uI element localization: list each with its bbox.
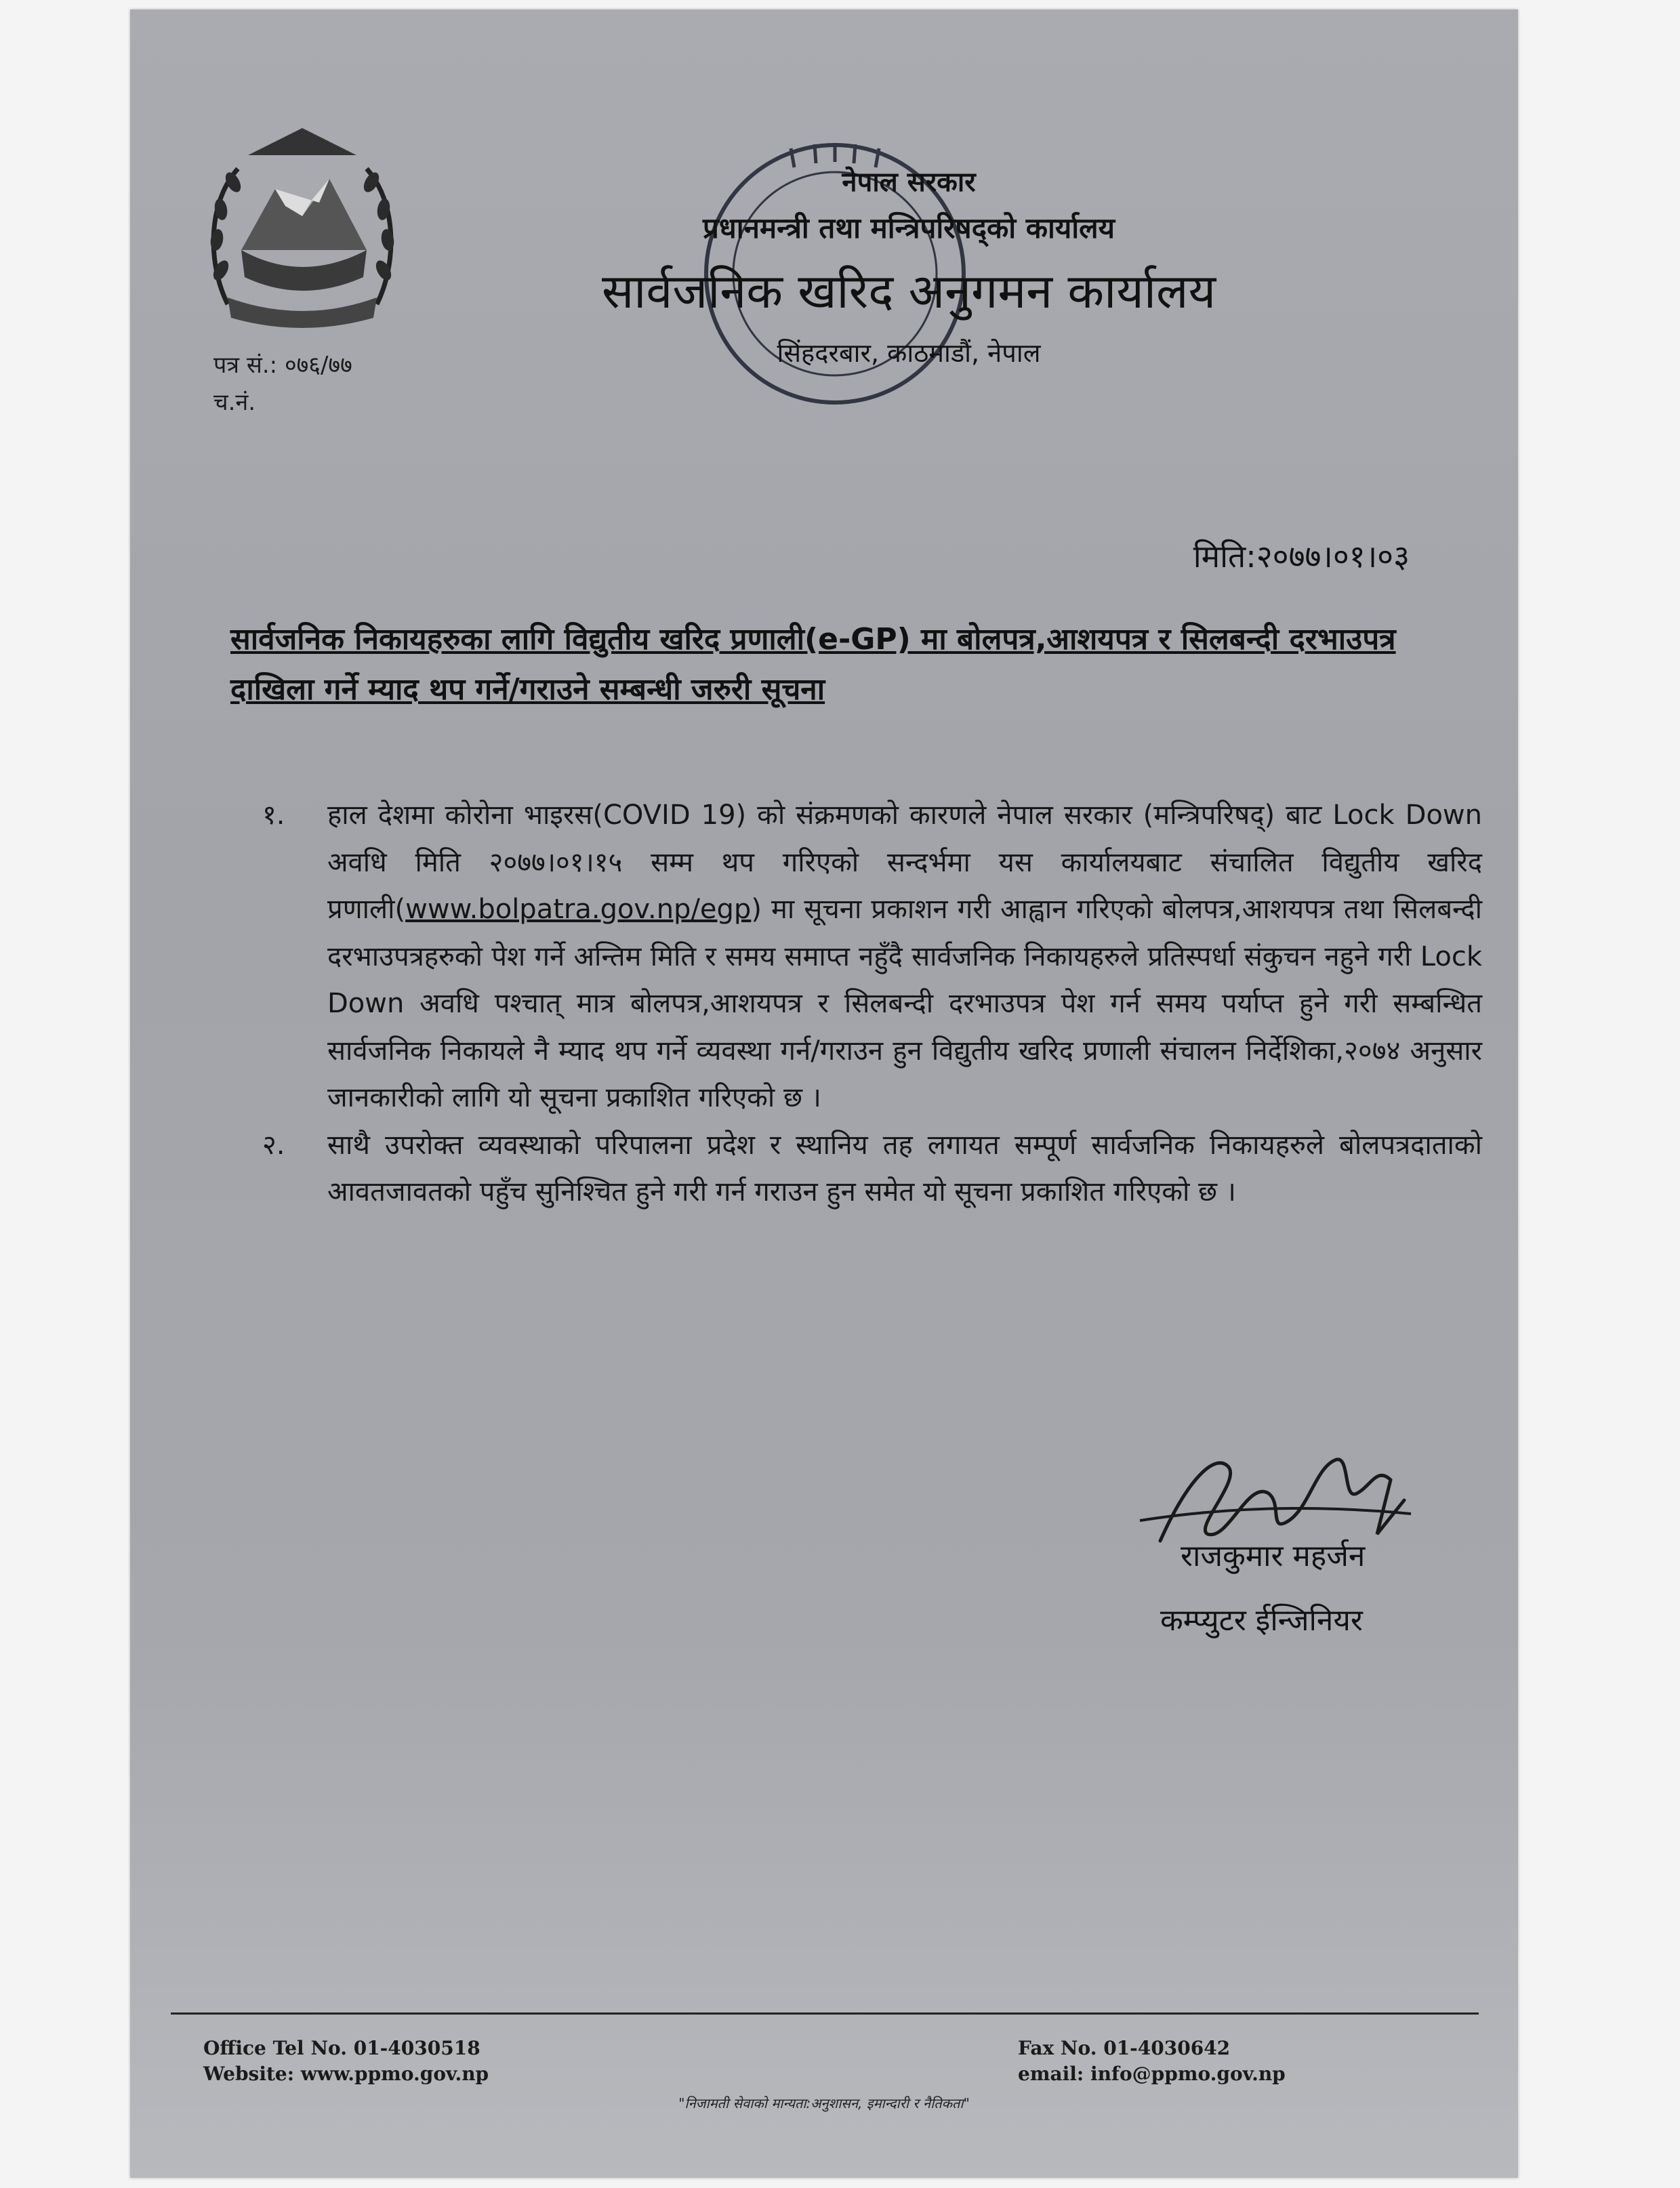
dispatch-number: च.नं. [213,389,256,416]
notice-body [262,792,1482,1216]
footer-tel: Office Tel No. 01-4030518 [203,2037,480,2059]
egp-link[interactable]: www.bolpatra.gov.np/egp [405,894,752,925]
letter-page [130,9,1518,2178]
footer-fax: Fax No. 01-4030642 [1018,2037,1231,2059]
paragraph-number: २. [262,1129,285,1161]
paragraph-text: साथै उपरोक्त व्यवस्थाको परिपालना प्रदेश र स्थानिय तह लगायत सम्पूर्ण सार्वजनिक निकायहरुले बोलपत्रदाताको आवतजावतको पहुँच सुनिश्चित हुने गरी गर्न गराउन हुन समेत यो सूचना प्रकाशित गरिएको छ । [327,1129,1482,1207]
paragraph-text-part: ) मा सूचना प्रकाशन गरी आह्वान गरिएको बोलपत्र,आशयपत्र तथा सिलबन्दी दरभाउपत्रहरुको पेश गर्ने अन्तिम मिति र समय समाप्त नहुँदै सार्वजनिक निकायहरुले प्रतिस्पर्धा संकुचन नहुने गरी Lock Down अवधि पश्चात् मात्र बोलपत्र,आशयपत्र र सिलबन्दी दरभाउपत्र पेश गर्न समय पर्याप्त हुने गरी सम्बन्धित सार्वजनिक निकायले नै म्याद थप गर्ने व्यवस्था गर्न/गराउन हुन विद्युतीय खरिद प्रणाली संचालन निर्देशिका,२०७४ अनुसार जानकारीको लागि यो सूचना प्रकाशित गरिएको छ । [327,894,1482,1113]
letter-date: मिति:२०७७।०१।०३ [1193,538,1410,575]
signatory-name: राजकुमार महर्जन [1181,1539,1366,1573]
ministry-name: प्रधानमन्त्री तथा मन्त्रिपरिषद्को कार्यालय [703,211,1115,245]
footer-email[interactable]: email: info@ppmo.gov.np [1018,2063,1286,2085]
footer-website[interactable]: Website: www.ppmo.gov.np [203,2063,489,2085]
office-address: सिंहदरबार, काठमाडौं, नेपाल [777,338,1041,368]
footer-motto: "निजामती सेवाको मान्यता:अनुशासन, इमान्दारी र नैतिकता" [678,2095,970,2111]
paragraph-text-part: हाल देशमा कोरोना भाइरस(COVID 19) को संक्रमणको कारणले नेपाल सरकार (मन्त्रिपरिषद्) बाट Lock Down अवधि मिति २०७७।०१।१५ सम्म थप गरिएको सन्दर्भमा यस कार्यालयबाट संचालित विद्युतीय खरिद प्रणाली( [327,800,1482,925]
paragraph-number: १. [262,800,285,831]
paragraph-2 [262,1122,1482,1216]
paragraph-1 [262,792,1482,1122]
notice-subject: सार्वजनिक निकायहरुका लागि विद्युतीय खरिद प्रणाली(e-GP) मा बोलपत्र,आशयपत्र र सिलबन्दी दरभाउपत्र दाखिला गर्ने म्याद थप गर्ने/गराउने सम्बन्धी जरुरी सूचना [230,622,1396,707]
signatory-designation: कम्प्युटर ईन्जिनियर [1160,1603,1363,1638]
office-name: सार्वजनिक खरिद अनुगमन कार्यालय [601,264,1216,319]
footer-divider [171,2012,1479,2015]
letter-number: पत्र सं.: ०७६/७७ [213,352,352,379]
government-name: नेपाल सरकार [842,167,976,198]
paragraph-text [327,792,1482,1122]
